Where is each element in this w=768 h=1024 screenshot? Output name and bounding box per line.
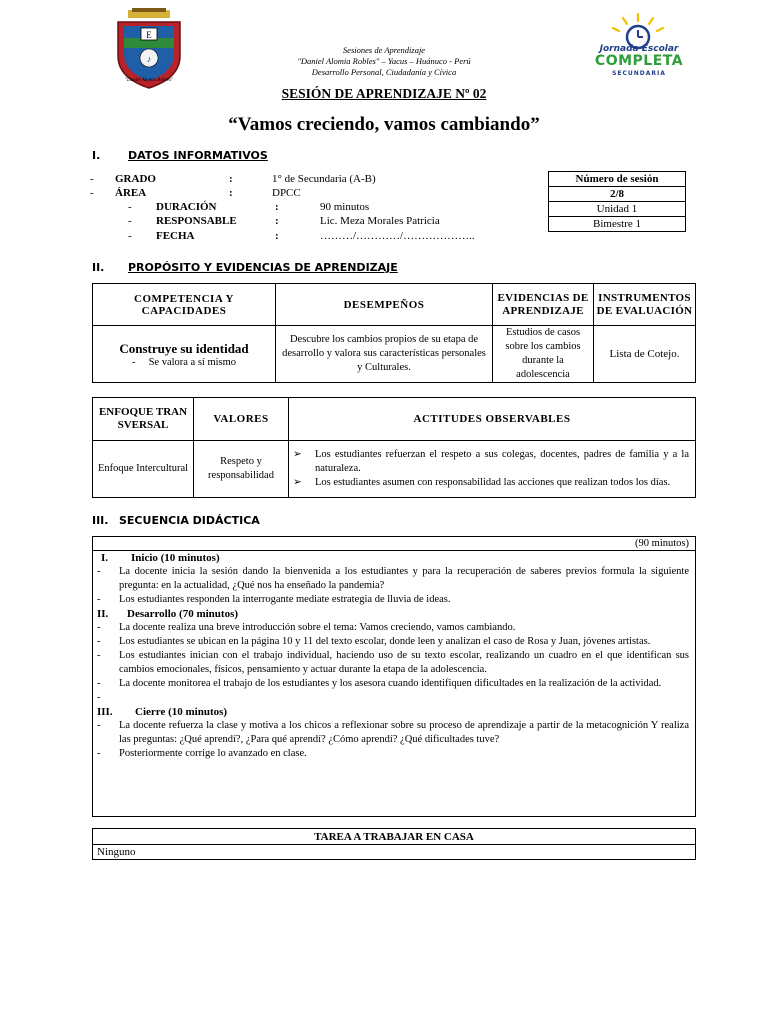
- dash-glyph: -: [97, 650, 101, 661]
- list-item-text: La docente realiza una breve introducción sobre el tema: Vamos creciendo, vamos cambiando.: [119, 622, 516, 633]
- list-item-text: La docente monitorea el trabajo de los estudiantes y los asesora cuando identifiquen dificultades en la realización de la actividad.: [119, 678, 662, 689]
- header-valores: VALORES: [194, 398, 289, 441]
- inicio-number: I.: [101, 552, 109, 564]
- list-item-text: Posteriormente corrige lo avanzado en clase.: [119, 748, 307, 759]
- svg-text:E: E: [146, 30, 152, 40]
- datos-value-area: DPCC: [272, 187, 301, 199]
- list-item: [93, 565, 695, 593]
- datos-label: GRADO: [115, 173, 156, 185]
- datos-label: RESPONSABLE: [156, 215, 237, 227]
- session-box-header: Número de sesión: [549, 172, 686, 187]
- list-item-text: La docente inicia la sesión dando la bienvenida a los estudiantes y para la recuperación de saberes previos formula la siguiente pregunta: en la actualidad, ¿Qué nos ha enseñado la pandemia?: [119, 566, 689, 591]
- secuencia-didactica-box: [92, 536, 696, 817]
- dash-glyph: -: [131, 356, 149, 368]
- section-1-number: I.: [92, 149, 101, 162]
- cierre-title: Cierre (10 minutos): [135, 706, 228, 718]
- actitud-item: [293, 476, 689, 490]
- datos-dash: -: [90, 173, 94, 185]
- header-desempenos: DESEMPEÑOS: [276, 284, 493, 326]
- header-instrumentos: INSTRUMENTOS DE EVALUACIÓN: [594, 284, 696, 326]
- dash-glyph: -: [97, 566, 101, 577]
- section-3-title: SECUENCIA DIDÁCTICA: [119, 514, 260, 527]
- homework-table: [92, 828, 696, 860]
- list-item: [93, 621, 695, 635]
- datos-colon: :: [275, 201, 279, 213]
- datos-dash: -: [128, 230, 132, 242]
- dash-glyph: -: [97, 720, 101, 731]
- datos-label: DURACIÓN: [156, 201, 217, 213]
- datos-colon: :: [275, 215, 279, 227]
- dash-glyph: -: [97, 636, 101, 647]
- session-box-number: 2/8: [549, 187, 686, 202]
- session-box-bimester: Bimestre 1: [549, 217, 686, 232]
- arrow-bullet-icon: ➢: [293, 449, 302, 460]
- actitud-text: Los estudiantes asumen con responsabilidad las acciones que realizan todos los días.: [315, 477, 671, 488]
- inicio-title: Inicio (10 minutos): [131, 552, 220, 564]
- header-actitudes: ACTITUDES OBSERVABLES: [289, 398, 696, 441]
- dash-glyph: -: [97, 748, 101, 759]
- logo-text-line-2: COMPLETA: [594, 53, 684, 69]
- header-line-2: "Daniel Alomia Robles" – Yacus – Huánuco - Perú: [297, 56, 471, 66]
- header-enfoque: ENFOQUE TRANSVERSAL: [93, 398, 194, 441]
- datos-value-duracion: 90 minutos: [320, 201, 370, 213]
- session-number-title: SESIÓN DE APRENDIZAJE Nº 02: [281, 86, 487, 101]
- dash-glyph: -: [97, 594, 101, 605]
- list-item: [93, 691, 695, 705]
- header-competencia: COMPETENCIA Y CAPACIDADES: [93, 284, 276, 326]
- enfoque-text: Enfoque Intercultural: [93, 441, 194, 498]
- datos-colon: :: [229, 187, 233, 199]
- datos-dash: -: [128, 215, 132, 227]
- desarrollo-number: II.: [97, 608, 109, 620]
- enfoque-table: [92, 397, 696, 498]
- instrumento-text: Lista de Cotejo.: [594, 326, 696, 383]
- desarrollo-heading: [93, 607, 695, 621]
- datos-dash: -: [90, 187, 94, 199]
- homework-title: TAREA A TRABAJAR EN CASA: [93, 829, 696, 845]
- datos-value-responsable: Lic. Meza Morales Patricia: [320, 215, 440, 227]
- datos-value-fecha: ………/…………/………………..: [320, 230, 475, 242]
- list-item: [93, 719, 695, 747]
- dash-glyph: -: [97, 622, 101, 633]
- datos-colon: :: [229, 173, 233, 185]
- list-item: [93, 593, 695, 607]
- datos-label: FECHA: [156, 230, 195, 242]
- list-item-text: Los estudiantes responden la interrogante mediate estrategia de lluvia de ideas.: [119, 594, 451, 605]
- list-item-text: [119, 691, 695, 705]
- datos-value-grado: 1° de Secundaria (A-B): [272, 173, 376, 185]
- section-2-number: II.: [92, 261, 105, 274]
- desarrollo-title: Desarrollo (70 minutos): [127, 608, 239, 620]
- header-line-3: Desarrollo Personal, Ciudadanía y Cívica: [311, 67, 457, 77]
- list-item: [93, 649, 695, 677]
- list-item-text: Los estudiantes inician con el trabajo individual, haciendo uso de su texto escolar, realizando un cuadro en el que identifican sus cambios emocionales, físicos, pensamiento y actuar durante la etapa de la adolescencia.: [119, 650, 689, 675]
- cierre-number: III.: [97, 706, 113, 718]
- section-1-title: DATOS INFORMATIVOS: [128, 149, 268, 162]
- secuencia-duration: (90 minutos): [93, 537, 695, 551]
- crest-caption: "Daniel Alomia Robles": [124, 78, 174, 83]
- evidencia-text: Estudios de casos sobre los cambios durante la adolescencia: [493, 326, 594, 383]
- session-title: “Vamos creciendo, vamos cambiando”: [228, 114, 540, 135]
- datos-dash: -: [128, 201, 132, 213]
- cierre-heading: [93, 705, 695, 719]
- actitud-text: Los estudiantes refuerzan el respeto a sus colegas, docentes, padres de familia y a la naturaleza.: [315, 449, 689, 474]
- svg-text:♪: ♪: [146, 54, 152, 64]
- section-2-title: PROPÓSITO Y EVIDENCIAS DE APRENDIZAJE: [128, 261, 398, 274]
- header-evidencias: EVIDENCIAS DE APRENDIZAJE: [493, 284, 594, 326]
- capacidad-item: [93, 357, 275, 368]
- dash-glyph: -: [97, 692, 101, 703]
- header-line-1: Sesiones de Aprendizaje: [342, 45, 426, 55]
- datos-label: ÁREA: [115, 187, 147, 199]
- list-item: [93, 635, 695, 649]
- homework-value: Ninguno: [93, 845, 696, 860]
- datos-colon: :: [275, 230, 279, 242]
- arrow-bullet-icon: ➢: [293, 477, 302, 488]
- session-box-unit: Unidad 1: [549, 202, 686, 217]
- dash-glyph: -: [97, 678, 101, 689]
- section-3-number: III.: [92, 514, 109, 527]
- actitud-item: [293, 448, 689, 476]
- list-item-text: Los estudiantes se ubican en la página 10 y 11 del texto escolar, donde leen y analizan el caso de Rosa y Juan, jóvenes artistas.: [119, 636, 651, 647]
- purpose-table: [92, 283, 696, 383]
- list-item: [93, 677, 695, 691]
- list-item-text: La docente refuerza la clase y motiva a los chicos a reflexionar sobre su proceso de aprendizaje a partir de la metacognición Y realiza las preguntas: ¿Qué aprendí?, ¿Para qué aprendí? ¿Cómo aprendí? ¿Qué dificultades tuve?: [119, 720, 689, 745]
- logo-text-line-3: SECUNDARIA: [612, 70, 666, 77]
- competencia-text: Construye su identidad: [119, 340, 249, 356]
- valores-text: Respeto y responsabilidad: [194, 441, 289, 498]
- session-number-box: [548, 171, 686, 232]
- logo-text-line-1: Jornada Escolar: [599, 44, 679, 54]
- list-item: [93, 747, 695, 761]
- inicio-heading: [93, 551, 695, 565]
- capacidad-text: Se valora a sí mismo: [148, 356, 237, 368]
- desempeno-text: Descubre los cambios propios de su etapa de desarrollo y valora sus características personales y Culturales.: [276, 326, 493, 383]
